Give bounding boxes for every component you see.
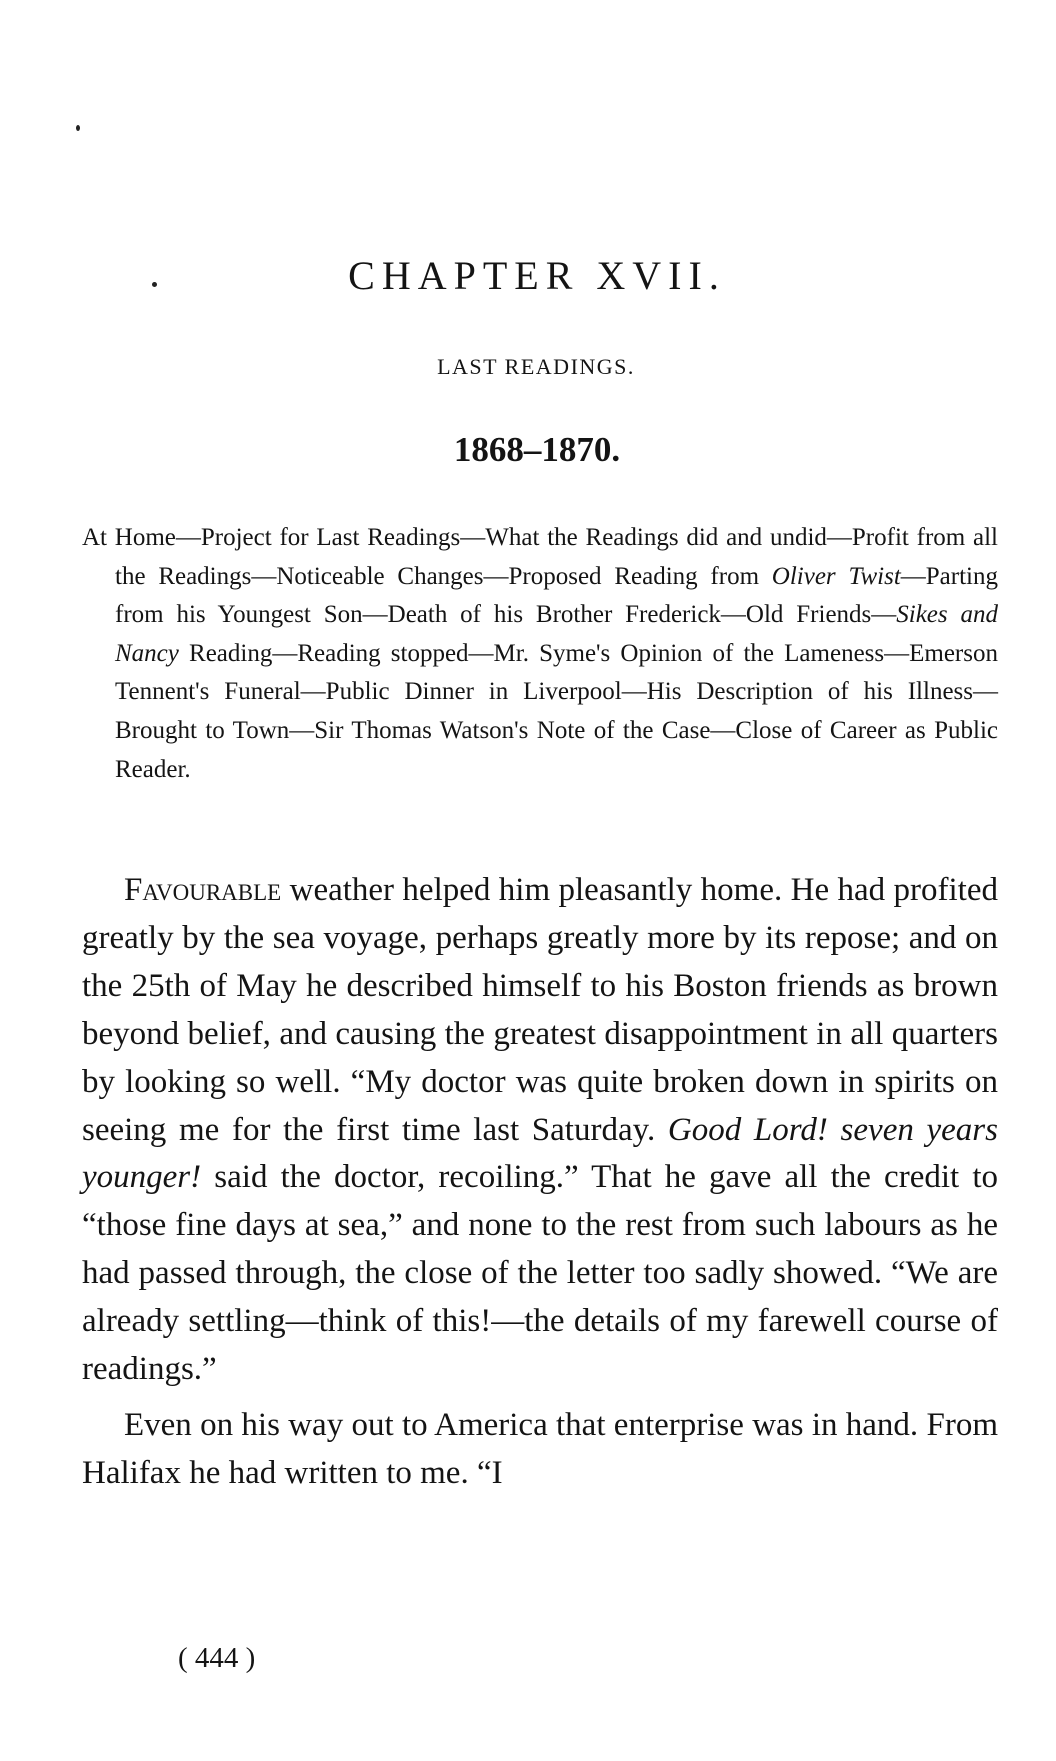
paragraph-text: weather helped him pleasantly home. He had profited greatly by the sea voyage, perhaps greatly more by its repose; and on the 25th of May he described himself to his Boston friends as brown beyond belief, and causing the greatest disappointment in all quarters by looking so well. “My doctor was quite broken down in spirits on seeing me for the first time last Saturday. [82, 872, 998, 1148]
summary-italic-title: Sikes and Nancy [115, 601, 998, 667]
chapter-years: 1868–1870. [453, 430, 621, 469]
body-text [82, 867, 998, 1498]
summary-text: At Home—Project for Last Readings—What the Readings did and undid—Profit from all the Readings—Noticeable Changes—Proposed Reading from [82, 524, 998, 590]
page-number: ( 444 ) [178, 1642, 256, 1674]
chapter-subtitle: LAST READINGS. [437, 354, 635, 379]
summary-text: —Parting from his Youngest Son—Death of his Brother Frederick—Old Friends— [115, 562, 998, 629]
summary-italic-title: Oliver Twist [771, 562, 901, 590]
paragraph [82, 867, 998, 1394]
summary-text: Reading—Reading stopped—Mr. Syme's Opinion of the Lameness—Emerson Tennent's Funeral—Public Dinner in Liverpool—His Description of his Illness—Brought to Town—Sir Thomas Watson's Note of the Case—Close of Career as Public Reader. [115, 639, 998, 783]
chapter-title: CHAPTER XVII. [348, 253, 726, 298]
paragraph-text: said the doctor, recoiling.” That he gave all the credit to “those fine days at sea,” and none to the rest from such labours as he had passed through, the close of the letter too sadly showed. “We are already settling—think of this!—the details of my farewell course of readings.” [82, 1159, 998, 1388]
italic-quote: Good Lord! seven years younger! [82, 1111, 998, 1196]
paragraph: Even on his way out to America that enterprise was in hand. From Halifax he had written to me. “I [82, 1406, 998, 1491]
ink-speck [76, 125, 80, 131]
chapter-summary [82, 519, 998, 789]
small-caps-opening: Favourable [124, 872, 282, 908]
